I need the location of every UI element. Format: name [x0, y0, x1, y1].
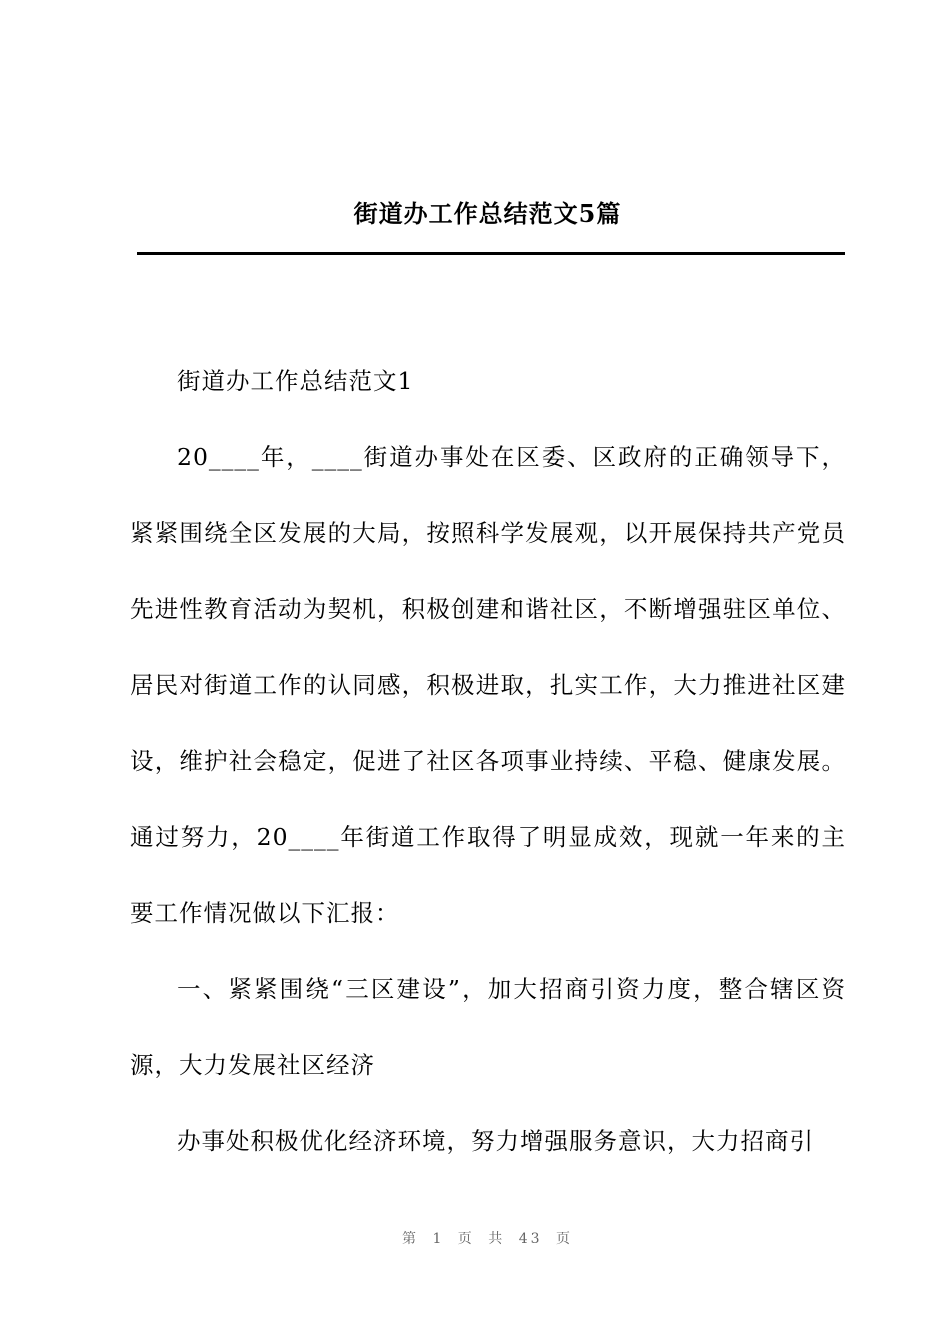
section-heading: 街道办工作总结范文1: [177, 367, 414, 395]
document-title: 街道办工作总结范文5篇: [353, 199, 622, 228]
title-divider: [137, 252, 845, 255]
body-paragraph: 一、紧紧围绕“三区建设”，加大招商引资力度，整合辖区资源，大力发展社区经济: [130, 975, 846, 1079]
body-paragraph: 20____年，____街道办事处在区委、区政府的正确领导下，紧紧围绕全区发展的大局，按照科学发展观，以开展保持共产党员先进性教育活动为契机，积极创建和谐社区，不断增强驻区单位、居民对街道工作的认同感，积极进取，扎实工作，大力推进社区建设，维护社会稳定，促进了社区各项事业持续、平稳、健康发展。通过努力，20____年街道工作取得了明显成效，现就一年来的主要工作情况做以下汇报：: [130, 443, 846, 927]
page-number-footer: 第 1 页 共 43 页: [402, 1231, 573, 1247]
document-body: [130, 343, 846, 1179]
body-paragraph: 办事处积极优化经济环境，努力增强服务意识，大力招商引: [177, 1127, 814, 1155]
